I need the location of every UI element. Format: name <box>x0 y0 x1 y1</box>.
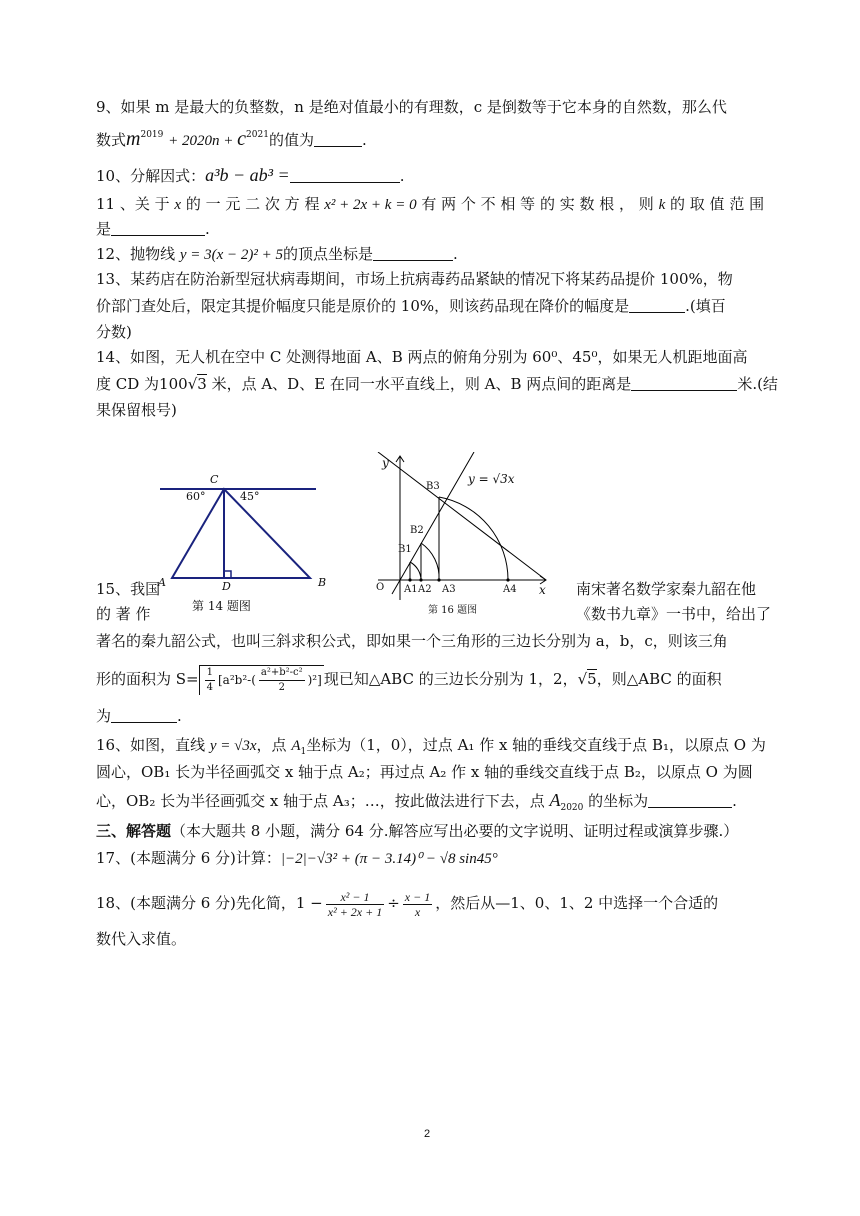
label-x: x <box>539 583 546 597</box>
q16-prefix: 16、如图，直线 <box>96 736 210 754</box>
q12-line <box>96 243 796 266</box>
q14-prefix: 度 CD 为 <box>96 375 160 393</box>
q16-text3-post: 的坐标为 <box>583 792 649 810</box>
figure-14 <box>150 470 340 595</box>
q9-line2 <box>96 124 796 152</box>
q16-mid: ，点 <box>256 736 292 754</box>
q14-line2 <box>96 373 796 395</box>
q18-div: ÷ <box>387 894 400 912</box>
q15-sqrt5: 5 <box>587 670 597 688</box>
section3-title: 三、解答题 <box>96 822 172 840</box>
q14-sqrt-value: 3 <box>197 375 207 393</box>
q12-expr: y = 3(x − 2)² + 5 <box>179 247 284 263</box>
section3-heading <box>96 820 796 842</box>
q14-answer-blank[interactable] <box>631 374 737 391</box>
label-a: A <box>158 576 166 589</box>
label-y: y <box>382 456 389 470</box>
q9-end: . <box>361 131 367 149</box>
q11-prefix: 11 、关 于 <box>96 195 175 213</box>
q16-end: . <box>732 792 737 810</box>
q9-exp1: 2019 <box>140 130 164 140</box>
q10-end: . <box>399 167 405 185</box>
q14-line1 <box>96 346 796 368</box>
q15-line4 <box>96 659 796 699</box>
q16-a2020-sub: 2020 <box>560 803 584 813</box>
q12-end: . <box>453 245 458 263</box>
q17-expr: |−2|−√3² + (π − 3.14)⁰ − √8 sin45° <box>280 851 498 867</box>
q16-answer-blank[interactable] <box>648 791 732 808</box>
q13-text2: 价部门查处后，限定其提价幅度只能是原价的 10%，则该药品现在降价的幅度是 <box>96 297 630 315</box>
q16-a1: A <box>291 738 301 754</box>
label-a4: A4 <box>503 584 517 595</box>
q10-prefix: 10、分解因式： <box>96 167 206 185</box>
q15-text1b: 南宋著名数学家秦九韶在他 <box>576 580 757 598</box>
figure-14-caption: 第 14 题图 <box>192 599 251 613</box>
arc-2 <box>421 543 439 580</box>
q9-answer-blank[interactable] <box>314 130 362 147</box>
figure-16-caption: 第 16 题图 <box>428 605 478 616</box>
q18-line2 <box>96 928 796 950</box>
q15-text5: 为 <box>96 707 112 725</box>
label-b: B <box>318 576 327 589</box>
right-angle-mark <box>224 571 231 578</box>
q13-line1 <box>96 268 796 290</box>
q11-mid: 的 一 元 二 次 方 程 <box>181 195 325 213</box>
arc-3 <box>439 497 508 580</box>
q18-prefix: 18、(本题满分 6 分)先化简，1 − <box>96 894 323 912</box>
q17-prefix: 17、(本题满分 6 分)计算： <box>96 849 281 867</box>
q15-formula-num: 1 <box>205 666 215 681</box>
q14-text1: 14、如图，无人机在空中 C 处测得地面 A、B 两点的俯角分别为 60⁰、45⁰，如果无人机距地面高 <box>96 348 748 366</box>
q15-formula-inner-den: 2 <box>278 682 285 693</box>
q16-line3 <box>96 789 796 819</box>
q15-text4c: ，则△ABC 的面积 <box>596 670 722 688</box>
q15-text1a: 15、我国 <box>96 580 161 598</box>
q11-line2 <box>96 218 796 240</box>
q11-line1 <box>96 193 796 216</box>
line-y-sqrt3x <box>392 452 474 594</box>
q18-f2-num: x − 1 <box>404 889 431 904</box>
label-45: 45° <box>240 490 260 503</box>
q16-line-eq: y = √3x <box>209 738 257 754</box>
q18-text2: 数代入求值。 <box>96 930 187 948</box>
point-a2 <box>419 578 422 581</box>
q14-line3 <box>96 399 796 421</box>
q15-text4b: 现已知△ABC 的三边长分别为 1，2， <box>323 670 578 688</box>
section3-desc: （本大题共 8 小题，满分 64 分.解答应写出必要的文字说明、证明过程或演算步骤.） <box>171 822 739 840</box>
q15-text3: 著名的秦九韶公式，也叫三斜求积公式，即如果一个三角形的三边长分别为 a，b，c，则该三角 <box>96 632 728 650</box>
q11-line2-prefix: 是 <box>96 220 112 238</box>
q17-line <box>96 847 796 870</box>
q15-text2b: 《数书九章》一书中，给出了 <box>576 605 772 623</box>
q13-line2 <box>96 295 796 317</box>
q13-text3: 分数) <box>96 323 132 341</box>
label-line-eq: y = √3x <box>468 472 515 486</box>
q14-sqrt-sign: √ <box>187 375 198 393</box>
q18-f1-den: x² + 2x + 1 <box>327 904 383 919</box>
q18-line1 <box>96 883 796 923</box>
q9-post: 的值为 <box>268 131 314 149</box>
q10-answer-blank[interactable] <box>290 166 400 183</box>
q15-formula-d: )²] <box>307 673 322 687</box>
q18-f1-num: x² − 1 <box>326 890 384 905</box>
q9-mid: + 2020n + <box>168 133 238 149</box>
q11-post: 有 两 个 不 相 等 的 实 数 根 ， 则 <box>416 195 659 213</box>
q15-line2-right <box>576 603 796 625</box>
q15-line1-right <box>576 578 796 600</box>
q9-text: 9、如果 m 是最大的负整数，n 是绝对值最小的有理数，c 是倒数等于它本身的自然数，那么代 <box>96 98 727 116</box>
point-a3 <box>437 578 440 581</box>
q16-a1-sub: 1 <box>300 747 307 757</box>
q15-text4a: 形的面积为 S= <box>96 670 199 688</box>
q15-line5 <box>96 705 796 727</box>
q13-text2-post: .(填百 <box>685 297 726 315</box>
point-a1 <box>408 578 411 581</box>
q15-line2-left <box>96 603 176 625</box>
q12-prefix: 12、抛物线 <box>96 245 180 263</box>
label-b1: B1 <box>398 544 412 555</box>
label-60: 60° <box>186 490 206 503</box>
q16-text2: 圆心，OB₁ 长为半径画弧交 x 轴于点 A₂；再过点 A₂ 作 x 轴的垂线交直线于点 B₂，以原点 O 为圆 <box>96 763 753 781</box>
figure-16 <box>370 452 555 602</box>
label-b3: B3 <box>426 481 440 492</box>
q18-post: ，然后从—1、0、1、2 中选择一个合适的 <box>435 894 719 912</box>
q11-k: k <box>658 197 666 213</box>
q11-x: x <box>174 197 182 213</box>
point-a4 <box>506 578 509 581</box>
q9-exp2: 2021 <box>246 130 269 140</box>
q15-answer-blank[interactable] <box>111 706 177 723</box>
label-a2: A2 <box>418 584 432 595</box>
q16-post: 坐标为（1，0），过点 A₁ 作 x 轴的垂线交直线于点 B₁，以原点 O 为 <box>306 736 766 754</box>
q13-line3 <box>96 321 796 343</box>
q11-end-text: 的 取 值 范 围 <box>665 195 765 213</box>
q11-answer-blank[interactable] <box>111 219 205 236</box>
q11-eq: x² + 2x + k = 0 <box>324 197 417 213</box>
q10-line <box>96 164 796 187</box>
arc-1 <box>410 562 421 580</box>
label-a3: A3 <box>442 584 456 595</box>
q15-formula-den: 4 <box>206 682 213 693</box>
q15-line1-left <box>96 578 176 600</box>
q15-sqrt-sign: √ <box>577 670 588 688</box>
q9-c: c <box>237 128 247 150</box>
q9-prefix: 数式 <box>96 131 127 149</box>
q16-line2 <box>96 761 796 783</box>
q14-mid: 米，点 A、D、E 在同一水平直线上，则 A、B 两点间的距离是 <box>206 375 632 393</box>
q16-text3: 心，OB₂ 长为半径画弧交 x 轴于点 A₃；…，按此做法进行下去，点 <box>96 792 550 810</box>
q15-formula <box>199 665 324 695</box>
q18-f2-den: x <box>414 904 421 919</box>
q12-answer-blank[interactable] <box>373 244 453 261</box>
q12-post: 的顶点坐标是 <box>283 245 374 263</box>
q9-m: m <box>126 128 141 150</box>
q10-expr: a³b − ab³ = <box>205 165 290 185</box>
label-o: O <box>376 582 385 593</box>
q14-num: 100 <box>159 375 188 393</box>
q15-formula-inner-num: a²+b²-c² <box>259 666 305 681</box>
q14-text3: 果保留根号) <box>96 401 177 419</box>
label-d: D <box>222 580 231 593</box>
q15-end: . <box>177 707 182 725</box>
label-a1: A1 <box>404 584 418 595</box>
q16-a2020: A <box>549 790 561 810</box>
q15-text2a: 的 著 作 <box>96 605 151 623</box>
label-c: C <box>210 473 219 486</box>
q13-text1: 13、某药店在防治新型冠状病毒期间，市场上抗病毒药品紧缺的情况下将某药品提价 100%，物 <box>96 270 733 288</box>
q9-line1 <box>96 96 796 118</box>
q16-line1 <box>96 734 796 763</box>
label-b2: B2 <box>410 525 424 536</box>
q13-answer-blank[interactable] <box>629 296 685 313</box>
page-number: 2 <box>424 1128 431 1140</box>
q11-end: . <box>205 220 210 238</box>
q15-formula-c: [a²b²-( <box>218 673 256 687</box>
x-axis <box>378 452 546 580</box>
q14-post: 米.(结 <box>737 375 778 393</box>
q15-line3 <box>96 630 796 652</box>
